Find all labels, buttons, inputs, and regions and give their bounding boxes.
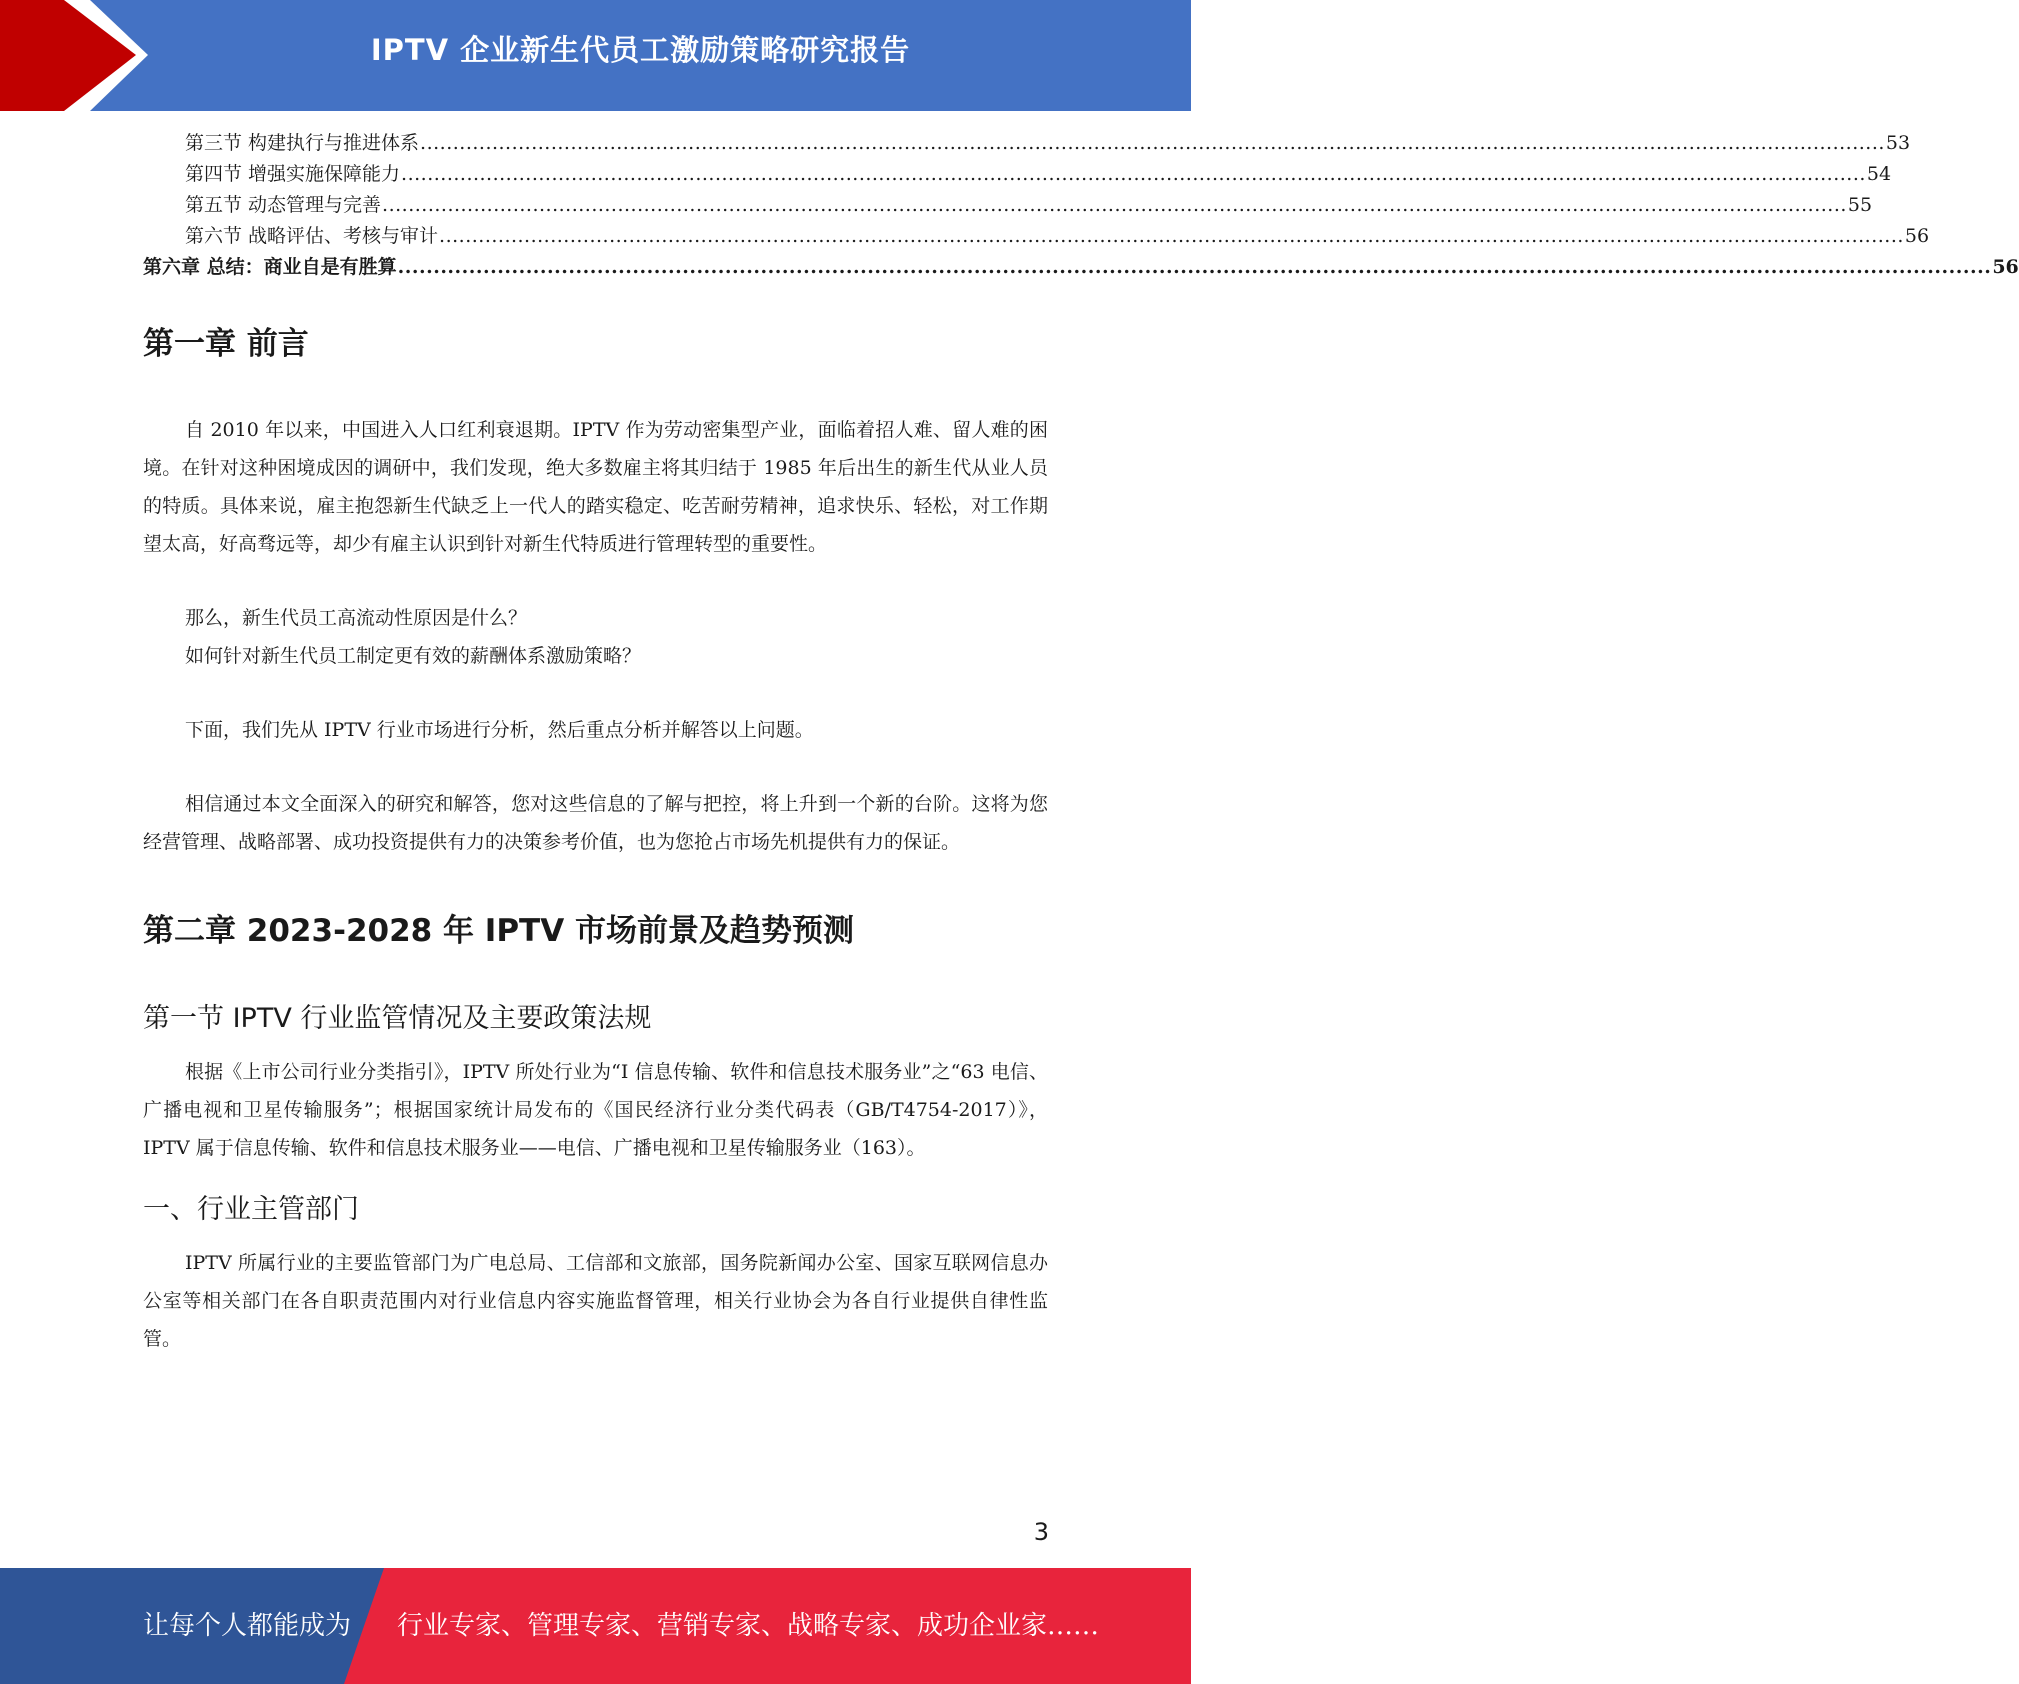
chapter-1-heading: 第一章 前言: [143, 326, 309, 362]
toc-entry-chapter[interactable]: [143, 252, 2019, 283]
toc-entry[interactable]: [143, 190, 1873, 221]
header-banner: [0, 0, 1191, 111]
chapter-1-paragraph-1: 自 2010 年以来，中国进入人口红利衰退期。IPTV 作为劳动密集型产业，面临着招人难、留人难的困境。在针对这种困境成因的调研中，我们发现，绝大多数雇主将其归结于 1985 年后出生的新生代从业人员的特质。具体来说，雇主抱怨新生代缺乏上一代人的踏实稳定、吃苦耐劳精神，追求快乐、轻松，对工作期望太高，好高骛远等，却少有雇主认识到针对新生代特质进行管理转型的重要性。: [143, 419, 1048, 555]
page-content: [143, 128, 2019, 1358]
chapter-1-paragraph-2: 下面，我们先从 IPTV 行业市场进行分析，然后重点分析并解答以上问题。: [185, 719, 814, 741]
toc-entry-page: 53: [1885, 132, 1911, 154]
chapter-2-heading: 第二章 2023-2028 年 IPTV 市场前景及趋势预测: [143, 913, 854, 949]
section-1-paragraph: 根据《上市公司行业分类指引》，IPTV 所处行业为“I 信息传输、软件和信息技术服务业”之“63 电信、广播电视和卫星传输服务”；根据国家统计局发布的《国民经济行业分类代码表（GB/T4754-2017）》，IPTV 属于信息传输、软件和信息技术服务业——电信、广播电视和卫星传输服务业（163）。: [143, 1061, 1048, 1159]
toc-leader-dots: ................................................................................................................................................................................................................................: [401, 163, 1866, 185]
page-number: 3: [1033, 1518, 1049, 1546]
toc-entry-page: 55: [1847, 194, 1873, 216]
report-title: IPTV 企业新生代员工激励策略研究报告: [370, 33, 911, 67]
toc-leader-dots: ................................................................................................................................................................................................................................: [382, 194, 1847, 216]
toc-entry[interactable]: [143, 221, 1930, 252]
chapter-1-paragraph-3: 相信通过本文全面深入的研究和解答，您对这些信息的了解与把控，将上升到一个新的台阶。这将为您经营管理、战略部署、成功投资提供有力的决策参考价值，也为您抢占市场先机提供有力的保证。: [143, 793, 1048, 853]
toc-leader-dots: ................................................................................................................................................................................................................................: [420, 132, 1885, 154]
toc-entry-title: 第四节 增强实施保障能力: [185, 163, 401, 185]
toc-entry[interactable]: [143, 128, 1911, 159]
toc-leader-dots: ................................................................................................................................................................................................................................: [397, 256, 1992, 278]
toc-entry-title: 第六章 总结：商业自是有胜算: [143, 256, 397, 278]
footer-banner: [0, 1568, 1191, 1684]
toc-entry-title: 第五节 动态管理与完善: [185, 194, 382, 216]
toc-entry-page: 54: [1866, 163, 1892, 185]
footer-slogan-right: 行业专家、管理专家、营销专家、战略专家、成功企业家……: [397, 1611, 1100, 1641]
question-2: 如何针对新生代员工制定更有效的薪酬体系激励策略？: [185, 645, 642, 667]
subsection-1-heading: 一、行业主管部门: [143, 1194, 359, 1225]
toc-entry-title: 第六节 战略评估、考核与审计: [185, 225, 439, 247]
toc-entry-title: 第三节 构建执行与推进体系: [185, 132, 420, 154]
question-1: 那么，新生代员工高流动性原因是什么？: [185, 607, 528, 629]
toc-leader-dots: ................................................................................................................................................................................................................................: [439, 225, 1904, 247]
footer-slogan-left: 让每个人都能成为: [143, 1611, 352, 1641]
subsection-1-paragraph: IPTV 所属行业的主要监管部门为广电总局、工信部和文旅部，国务院新闻办公室、国家互联网信息办公室等相关部门在各自职责范围内对行业信息内容实施监督管理，相关行业协会为各自行业提供自律性监管。: [143, 1252, 1048, 1350]
section-1-heading: 第一节 IPTV 行业监管情况及主要政策法规: [143, 1003, 652, 1034]
toc-entry[interactable]: [143, 159, 1892, 190]
toc-entry-page: 56: [1992, 256, 2019, 278]
toc-entry-page: 56: [1904, 225, 1930, 247]
table-of-contents: [143, 128, 2019, 283]
